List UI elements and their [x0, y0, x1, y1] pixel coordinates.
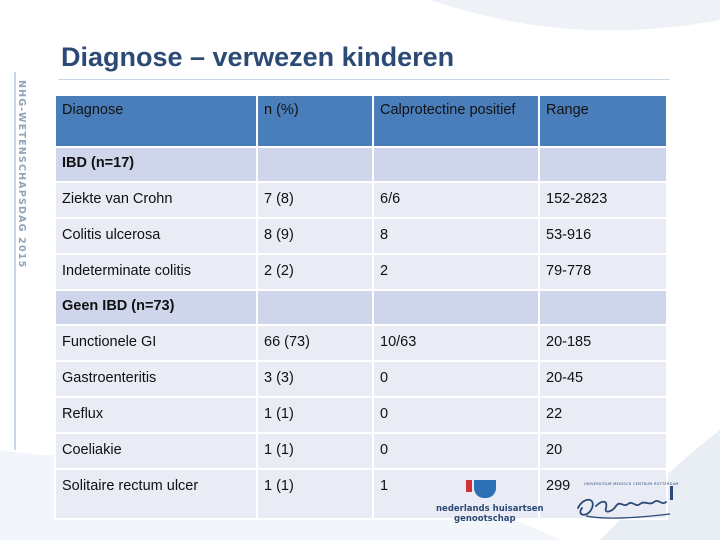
cell-n: 8 (9) [257, 218, 373, 254]
group-row-ibd [55, 147, 667, 182]
table-row [55, 325, 667, 361]
group-cell-empty [539, 147, 667, 182]
cell-range: 20-185 [539, 325, 667, 361]
table-header-row [55, 95, 667, 147]
group-cell-empty [373, 147, 539, 182]
nhg-logo-mark-blue [474, 480, 496, 498]
header-calprotectine: Calprotectine positief [373, 95, 539, 147]
cell-range: 20 [539, 433, 667, 469]
cell-range: 152-2823 [539, 182, 667, 218]
cell-calprotectine: 1 [373, 469, 539, 519]
cell-range: 79-778 [539, 254, 667, 290]
header-diagnose: Diagnose [55, 95, 257, 147]
cell-diagnose: Gastroenteritis [55, 361, 257, 397]
nhg-logo [436, 466, 546, 528]
group-cell-empty [373, 290, 539, 325]
cell-diagnose: Indeterminate colitis [55, 254, 257, 290]
cell-diagnose: Coeliakie [55, 433, 257, 469]
group-label: Geen IBD (n=73) [55, 290, 257, 325]
side-event-label: NHG-WETENSCHAPSDAG 2015 [16, 80, 27, 269]
cell-n: 2 (2) [257, 254, 373, 290]
cell-n: 1 (1) [257, 397, 373, 433]
cell-diagnose: Colitis ulcerosa [55, 218, 257, 254]
nhg-logo-line2: genootschap [454, 514, 516, 524]
table-row [55, 433, 667, 469]
table-row [55, 182, 667, 218]
slide-title: Diagnose – verwezen kinderen [61, 42, 455, 72]
cell-calprotectine: 0 [373, 397, 539, 433]
group-label: IBD (n=17) [55, 147, 257, 182]
cell-diagnose: Reflux [55, 397, 257, 433]
table-row [55, 218, 667, 254]
table-row [55, 397, 667, 433]
table-row [55, 361, 667, 397]
cell-calprotectine: 0 [373, 361, 539, 397]
cell-n: 7 (8) [257, 182, 373, 218]
group-cell-empty [257, 290, 373, 325]
cell-n: 66 (73) [257, 325, 373, 361]
cell-range: 20-45 [539, 361, 667, 397]
header-range: Range [539, 95, 667, 147]
group-cell-empty [257, 147, 373, 182]
cell-n: 1 (1) [257, 433, 373, 469]
cell-range: 22 [539, 397, 667, 433]
cell-n: 3 (3) [257, 361, 373, 397]
cell-calprotectine: 10/63 [373, 325, 539, 361]
cell-calprotectine: 2 [373, 254, 539, 290]
erasmus-mc-logo [566, 478, 692, 526]
cell-diagnose: Ziekte van Crohn [55, 182, 257, 218]
erasmus-logo-small-text: UNIVERSITAIR MEDISCH CENTRUM ROTTERDAM [584, 482, 679, 486]
cell-range: 53-916 [539, 218, 667, 254]
cell-diagnose: Solitaire rectum ulcer [55, 469, 257, 519]
cell-calprotectine: 8 [373, 218, 539, 254]
cell-n: 1 (1) [257, 469, 373, 519]
group-row-geen-ibd [55, 290, 667, 325]
diagnosis-table [54, 94, 668, 520]
cell-calprotectine: 6/6 [373, 182, 539, 218]
nhg-logo-mark-red [466, 480, 472, 492]
group-cell-empty [539, 290, 667, 325]
cell-diagnose: Functionele GI [55, 325, 257, 361]
cell-range: 299 [539, 469, 667, 519]
cell-calprotectine: 0 [373, 433, 539, 469]
table-row [55, 254, 667, 290]
title-divider [58, 79, 670, 80]
header-n-percent: n (%) [257, 95, 373, 147]
nhg-logo-line1: nederlands huisartsen [436, 504, 544, 514]
